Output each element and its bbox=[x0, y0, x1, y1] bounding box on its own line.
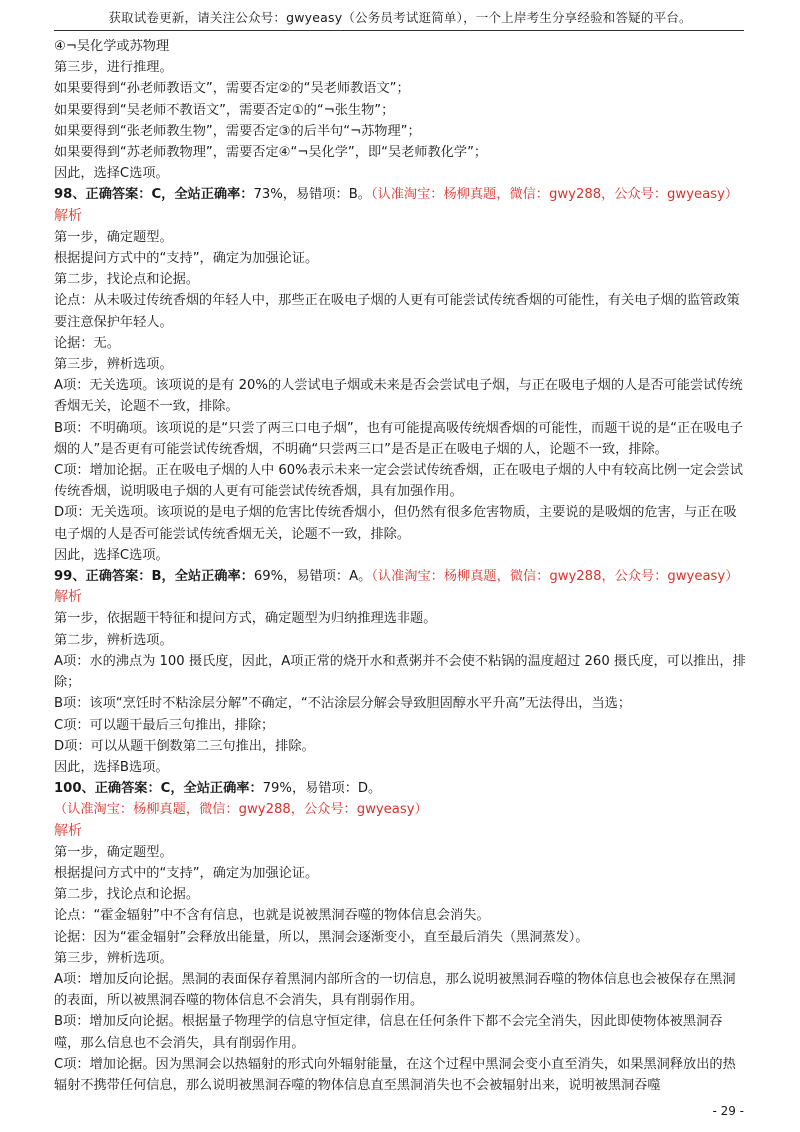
analysis-label: 解析 bbox=[54, 822, 82, 839]
paragraph-line: 如果要得到“孙老师教语文”，需要否定②的“吴老师教语文”； bbox=[54, 81, 410, 97]
analysis-label: 解析 bbox=[54, 589, 82, 606]
paragraph-line: 第二步，找论点和论据。 bbox=[54, 887, 200, 903]
answer-label: 99、正确答案：B，全站正确率： bbox=[54, 569, 254, 585]
question-answer-header bbox=[54, 566, 746, 587]
paragraph-line: 如果要得到“苏老师教物理”，需要否定④“¬吴化学”，即“吴老师教化学”； bbox=[54, 145, 488, 161]
paragraph-line: 因此，选择B选项。 bbox=[54, 759, 169, 775]
paragraph-line: 第一步，依据题干特征和提问方式，确定题型为归纳推理选非题。 bbox=[54, 611, 437, 627]
promo-note: （认准淘宝：杨柳真题，微信：gwy288，公众号：gwyeasy） bbox=[54, 802, 428, 818]
paragraph-line: C项：可以题干最后三句推出，排除； bbox=[54, 717, 275, 733]
paragraph-line: D项：可以从题干倒数第二三句推出，排除。 bbox=[54, 738, 315, 754]
answer-label: 100、正确答案：C，全站正确率： bbox=[54, 781, 263, 797]
paragraph-line: 论点：从未吸过传统香烟的年轻人中，那些正在吸电子烟的人更有可能尝试传统香烟的可能性，有关电子烟的监管政策要注意保护年轻人。 bbox=[54, 293, 740, 330]
document-body bbox=[54, 36, 746, 1096]
paragraph-line: 第三步，进行推理。 bbox=[54, 60, 173, 76]
paragraph-line: B项：该项“烹饪时不粘涂层分解”不确定，“不沾涂层分解会导致胆固醇水平升高”无法得出，当选； bbox=[54, 696, 632, 712]
question-answer-header bbox=[54, 778, 746, 820]
paragraph-line: ④¬吴化学或苏物理 bbox=[54, 39, 170, 54]
paragraph-line: 如果要得到“吴老师不教语文”，需要否定①的“¬张生物”； bbox=[54, 102, 395, 118]
paragraph-line: 论据：无。 bbox=[54, 335, 120, 351]
paragraph-line: A项：无关选项。该项说的是有 20%的人尝试电子烟或未来是否会尝试电子烟，与正在吸电子烟的人是否可能尝试传统香烟无关，论题不一致，排除。 bbox=[54, 378, 743, 415]
paragraph-line: C项：增加论据。因为黑洞会以热辐射的形式向外辐射能量，在这个过程中黑洞会变小直至消失，如果黑洞释放出的热辐射不携带任何信息，那么说明被黑洞吞噬的物体信息直至黑洞消失也不会被辐射出来，说明被黑洞吞噬 bbox=[54, 1056, 736, 1093]
header-divider bbox=[54, 30, 744, 31]
analysis-label: 解析 bbox=[54, 207, 82, 224]
paragraph-line: 如果要得到“张老师教生物”，需要否定③的后半句“¬苏物理”； bbox=[54, 123, 421, 139]
paragraph-line: C项：增加论据。正在吸电子烟的人中 60%表示未来一定会尝试传统香烟，正在吸电子烟的人中有较高比例一定会尝试传统香烟，说明吸电子烟的人更有可能尝试传统香烟，具有加强作用。 bbox=[54, 463, 743, 500]
page-header-notice: 获取试卷更新，请关注公众号：gwyeasy（公务员考试逛简单），一个上岸考生分享经验和答疑的平台。 bbox=[108, 10, 692, 25]
paragraph-line: A项：增加反向论据。黑洞的表面保存着黑洞内部所含的一切信息，那么说明被黑洞吞噬的物体信息也会被保存在黑洞的表面，所以被黑洞吞噬的物体信息不会消失，具有削弱作用。 bbox=[54, 971, 736, 1009]
paragraph-line: 第二步，辨析选项。 bbox=[54, 632, 173, 648]
paragraph-line: B项：增加反向论据。根据量子物理学的信息守恒定律，信息在任何条件下都不会完全消失，因此即使物体被黑洞吞噬，那么信息也不会消失，具有削弱作用。 bbox=[54, 1014, 723, 1051]
question-answer-header bbox=[54, 184, 746, 205]
paragraph-line: 第三步，辨析选项。 bbox=[54, 950, 173, 966]
paragraph-line: D项：无关选项。该项说的是电子烟的危害比传统香烟小，但仍然有很多危害物质，主要说的是吸烟的危害，与正在吸电子烟的人是否可能尝试传统香烟无关，论题不一致，排除。 bbox=[54, 505, 737, 542]
promo-note: （认准淘宝：杨柳真题，微信：gwy288，公众号：gwyeasy） bbox=[370, 187, 739, 203]
paragraph-line: B项：不明确项。该项说的是“只尝了两三口电子烟”，也有可能提高吸传统烟香烟的可能性，而题干说的是“正在吸电子烟的人”是否更有可能尝试传统香烟，不明确“只尝两三口”是否是正在吸电子烟的人，论题不一致，排除。 bbox=[54, 420, 743, 457]
paragraph-line: 论点：“霍金辐射”中不含有信息，也就是说被黑洞吞噬的物体信息会消失。 bbox=[54, 908, 490, 924]
promo-note: （认准淘宝：杨柳真题，微信：gwy288，公众号：gwyeasy） bbox=[371, 569, 739, 585]
accuracy-stats: 69%，易错项：A。 bbox=[253, 569, 372, 585]
accuracy-stats: 79%，易错项：D。 bbox=[262, 781, 382, 797]
paragraph-line: A项：水的沸点为 100 摄氏度，因此，A项正常的烧开水和煮粥并不会使不粘锅的温度超过 260 摄氏度，可以推出，排除； bbox=[54, 653, 746, 691]
paragraph-line: 因此，选择C选项。 bbox=[54, 166, 169, 182]
paragraph-line: 因此，选择C选项。 bbox=[54, 547, 169, 563]
paragraph-line: 第一步，确定题型。 bbox=[54, 844, 173, 860]
page-number: - 29 - bbox=[712, 1104, 744, 1118]
answer-label: 98、正确答案：C，全站正确率： bbox=[54, 187, 254, 203]
accuracy-stats: 73%，易错项：B。 bbox=[253, 187, 371, 203]
paragraph-line: 第二步，找论点和论据。 bbox=[54, 272, 200, 288]
paragraph-line: 第一步，确定题型。 bbox=[54, 229, 173, 245]
paragraph-line: 第三步，辨析选项。 bbox=[54, 357, 173, 373]
paragraph-line: 根据提问方式中的“支持”，确定为加强论证。 bbox=[54, 865, 319, 881]
paragraph-line: 论据：因为“霍金辐射”会释放出能量，所以，黑洞会逐渐变小，直至最后消失（黑洞蒸发）。 bbox=[54, 929, 589, 945]
paragraph-line: 根据提问方式中的“支持”，确定为加强论证。 bbox=[54, 251, 319, 267]
